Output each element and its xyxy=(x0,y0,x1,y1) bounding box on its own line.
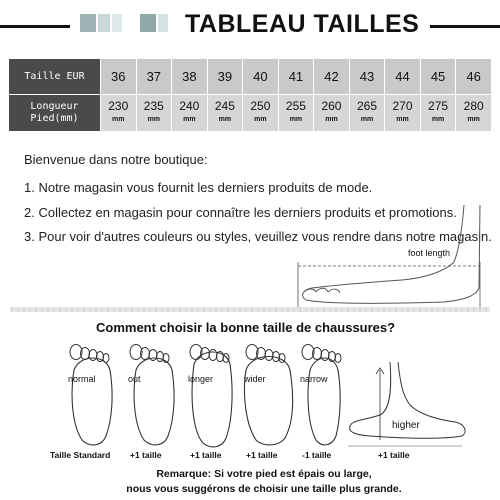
foot-illustration-wider xyxy=(236,340,298,450)
foot-length-unit: mm xyxy=(289,116,303,123)
guide-title: Comment choisir la bonne taille de chaussures? xyxy=(96,320,396,335)
eur-size-cell: 43 xyxy=(349,59,385,95)
foot-length-illustration xyxy=(294,200,484,315)
row-label-text: Longueur xyxy=(30,101,79,112)
row-label-text: Taille EUR xyxy=(24,70,85,82)
foot-length-unit: mm xyxy=(254,116,267,123)
foot-length-cell xyxy=(385,95,421,132)
info-line-1: 1. Notre magasin vous fournit les derniers produits de mode. xyxy=(24,180,373,195)
foot-length-unit: mm xyxy=(218,116,232,123)
eur-size-cell: 41 xyxy=(278,59,314,95)
table-row-eur xyxy=(9,59,492,95)
foot-length-cell xyxy=(456,95,492,132)
remark-line-1: Remarque: Si votre pied est épais ou large, xyxy=(156,468,372,480)
foot-length-value: 260 xyxy=(321,99,342,113)
foot-length-unit: mm xyxy=(325,116,338,123)
size-recommendation: +1 taille xyxy=(130,450,162,460)
eur-size-cell: 46 xyxy=(456,59,492,95)
eur-size-cell: 45 xyxy=(420,59,456,95)
eur-size-cell: 40 xyxy=(243,59,279,95)
high-instep-foot-illustration xyxy=(340,360,470,455)
blurred-logo xyxy=(158,14,168,32)
foot-type-label: normal xyxy=(68,374,96,384)
foot-illustration-longer xyxy=(180,340,242,450)
info-line-3: 3. Pour voir d'autres couleurs ou styles, veuillez vous rendre dans notre magasin. xyxy=(24,229,492,244)
size-recommendation: +1 taille xyxy=(190,450,222,460)
higher-size-note: +1 taille xyxy=(378,450,410,460)
row-label-text: Pied(mm) xyxy=(30,113,79,124)
foot-length-unit: mm xyxy=(147,116,161,123)
table-row-length xyxy=(9,95,492,132)
foot-length-value: 255 xyxy=(285,99,306,113)
title-bar xyxy=(0,0,500,52)
eur-size-cell: 42 xyxy=(314,59,350,95)
foot-length-cell xyxy=(314,95,350,132)
foot-length-unit: mm xyxy=(431,116,445,123)
foot-length-cell xyxy=(207,95,243,132)
welcome-text: Bienvenue dans notre boutique: xyxy=(24,152,208,167)
row-label-length xyxy=(9,95,101,132)
foot-length-cell xyxy=(101,95,137,132)
info-line-2: 2. Collectez en magasin pour connaître les derniers produits et promotions. xyxy=(24,205,457,220)
foot-length-value: 230 xyxy=(108,99,129,113)
foot-length-value: 235 xyxy=(143,99,164,113)
foot-length-value: 250 xyxy=(250,99,271,113)
foot-length-cell xyxy=(349,95,385,132)
foot-length-cell xyxy=(420,95,456,132)
foot-type-label: longer xyxy=(188,374,214,384)
blurred-logo xyxy=(140,14,156,32)
foot-length-label: foot length xyxy=(408,248,451,258)
foot-length-unit: mm xyxy=(183,116,196,123)
eur-size-cell: 36 xyxy=(101,59,137,95)
foot-length-value: 275 xyxy=(428,99,449,113)
foot-length-unit: mm xyxy=(396,116,409,123)
foot-length-cell xyxy=(172,95,208,132)
foot-length-unit: mm xyxy=(112,116,125,123)
foot-length-value: 240 xyxy=(179,99,200,113)
eur-size-cell: 37 xyxy=(136,59,172,95)
eur-size-cell: 39 xyxy=(207,59,243,95)
page-title: TABLEAU TAILLES xyxy=(185,10,420,38)
eur-size-cell: 38 xyxy=(172,59,208,95)
foot-length-cell xyxy=(278,95,314,132)
foot-type-label: out xyxy=(128,374,141,384)
blurred-logo xyxy=(98,14,110,32)
row-label-eur xyxy=(9,59,101,95)
title-rule-left xyxy=(0,25,70,28)
foot-length-unit: mm xyxy=(360,116,374,123)
title-rule-right xyxy=(430,25,500,28)
divider xyxy=(10,305,490,314)
size-table xyxy=(8,58,492,132)
foot-illustration-normal xyxy=(60,340,122,450)
higher-label: higher xyxy=(392,420,420,431)
remark-line-2: nous vous suggérons de choisir une taille plus grande. xyxy=(126,483,402,495)
foot-type-label: wider xyxy=(244,374,266,384)
foot-length-value: 245 xyxy=(214,99,235,113)
size-recommendation: -1 taille xyxy=(302,450,332,460)
blurred-logo xyxy=(112,14,122,32)
foot-length-value: 270 xyxy=(392,99,413,113)
foot-length-cell xyxy=(243,95,279,132)
foot-length-value: 265 xyxy=(356,99,377,113)
blurred-logo xyxy=(80,14,96,32)
foot-type-label: narrow xyxy=(300,374,328,384)
foot-illustration-out xyxy=(120,340,182,450)
foot-length-cell xyxy=(136,95,172,132)
eur-size-cell: 44 xyxy=(385,59,421,95)
size-recommendation: Taille Standard xyxy=(50,450,111,460)
foot-length-value: 280 xyxy=(463,99,484,113)
size-recommendation: +1 taille xyxy=(246,450,278,460)
foot-length-unit: mm xyxy=(467,116,480,123)
